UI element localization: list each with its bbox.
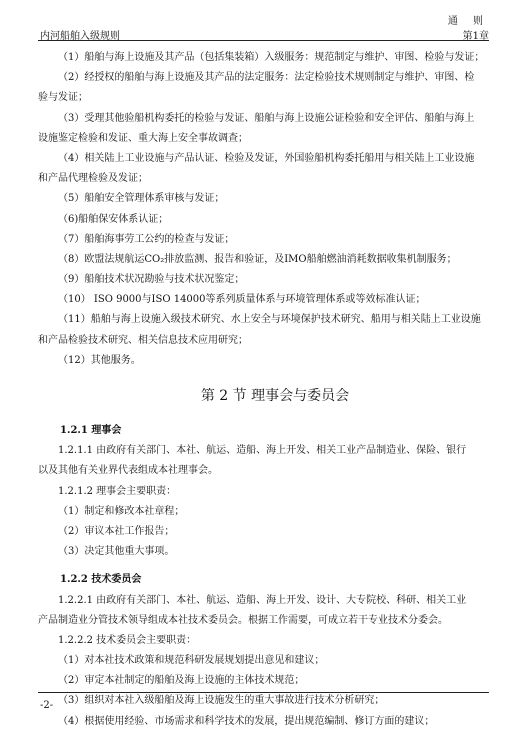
list-item: （12）其他服务。 — [58, 354, 141, 366]
page-header — [0, 0, 527, 44]
list-item-continuation: 和产品代理检验及发证； — [38, 173, 148, 185]
paragraph-line: 1.2.1.1 由政府有关部门、本社、航运、造船、海上开发、相关工业产品制造业、保险、银行 — [58, 445, 467, 457]
list-item: （2）审议本社工作报告； — [58, 525, 175, 537]
header-chapter-number: 第1章 — [462, 31, 489, 42]
header-rule — [38, 40, 489, 41]
list-item: （10） ISO 9000与ISO 14000等系列质量体系与环境管理体系或等效标准认证； — [58, 294, 426, 306]
list-item-continuation: 和产品检验技术研究、相关信息技术应用研究； — [38, 334, 248, 346]
list-item: （6)船舶保安体系认证； — [58, 213, 169, 225]
list-item: （5）船舶安全管理体系审核与发证； — [58, 193, 225, 205]
header-book-title: 内河船舶入级规则 — [40, 31, 120, 42]
list-item-continuation: 设施鉴定检验和发证、重大海上安全事故调查； — [38, 132, 248, 144]
list-item: （1）制定和修改本社章程； — [58, 505, 185, 517]
footer-rule — [38, 692, 489, 693]
list-item: （1）船舶与海上设施及其产品（包括集装箱）入级服务：规范制定与维护、审图、检验与发证； — [58, 52, 485, 63]
list-item: （7）船舶海事劳工公约的检查与发证； — [58, 233, 235, 245]
paragraph-line: 1.2.2.1 由政府有关部门、本社、航运、造船、海上开发、设计、大专院校、科研、相关工业 — [58, 594, 467, 606]
list-item: （3）组织对本社入级船舶及海上设施发生的重大事故进行技术分析研究； — [58, 695, 385, 707]
page-number: -2- — [40, 700, 54, 711]
paragraph-line: 以及其他有关业界代表组成本社理事会。 — [38, 465, 218, 477]
list-item: （2）经授权的船舶与海上设施及其产品的法定服务：法定检验技术规则制定与维护、审图、检 — [58, 72, 475, 84]
paragraph-line: 产品制造业分管技术领导组成本社技术委员会。根据工作需要，可成立若干专业技术分委会。 — [38, 614, 448, 626]
list-item: （1）对本社技术政策和规范科研发展规划提出意见和建议； — [58, 655, 325, 667]
header-chapter-name: 通 则 — [447, 16, 489, 27]
paragraph-line: 1.2.2.2 技术委员会主要职责： — [58, 634, 197, 646]
list-item: （4）相关陆上工业设施与产品认证、检验及发证，外国验船机构委托船用与相关陆上工业设施 — [58, 152, 475, 164]
list-item: （9）船舶技术状况勘验与技术状况鉴定； — [58, 274, 245, 286]
subsection-heading-council: 1.2.1 理事会 — [60, 425, 122, 436]
list-item: （3）决定其他重大事项。 — [58, 546, 175, 558]
list-item: （8）欧盟法规航运CO₂排放监测、报告和验证，及IMO船舶燃油消耗数据收集机制服务； — [58, 253, 457, 265]
spacer — [58, 562, 492, 570]
list-item-continuation: 验与发证； — [38, 92, 88, 104]
list-item: （11）船舶与海上设施入级技术研究、水上安全与环境保护技术研究、船用与相关陆上工业设施 — [58, 314, 481, 326]
paragraph-line: 1.2.1.2 理事会主要职责： — [58, 485, 177, 497]
page-body — [38, 48, 492, 732]
list-item: （3）受理其他验船机构委托的检验与发证、船舶与海上设施公证检验和安全评估、船舶与海上 — [58, 112, 475, 124]
subsection-heading-technical-committee: 1.2.2 技术委员会 — [60, 574, 142, 586]
list-item: （2）审定本社制定的船舶及海上设施的主体技术规范； — [58, 675, 305, 687]
section-title: 第 2 节 理事会与委员会 — [200, 388, 350, 404]
list-item: （4）根据使用经验、市场需求和科学技术的发展，提出规范编制、修订方面的建议； — [58, 715, 435, 727]
